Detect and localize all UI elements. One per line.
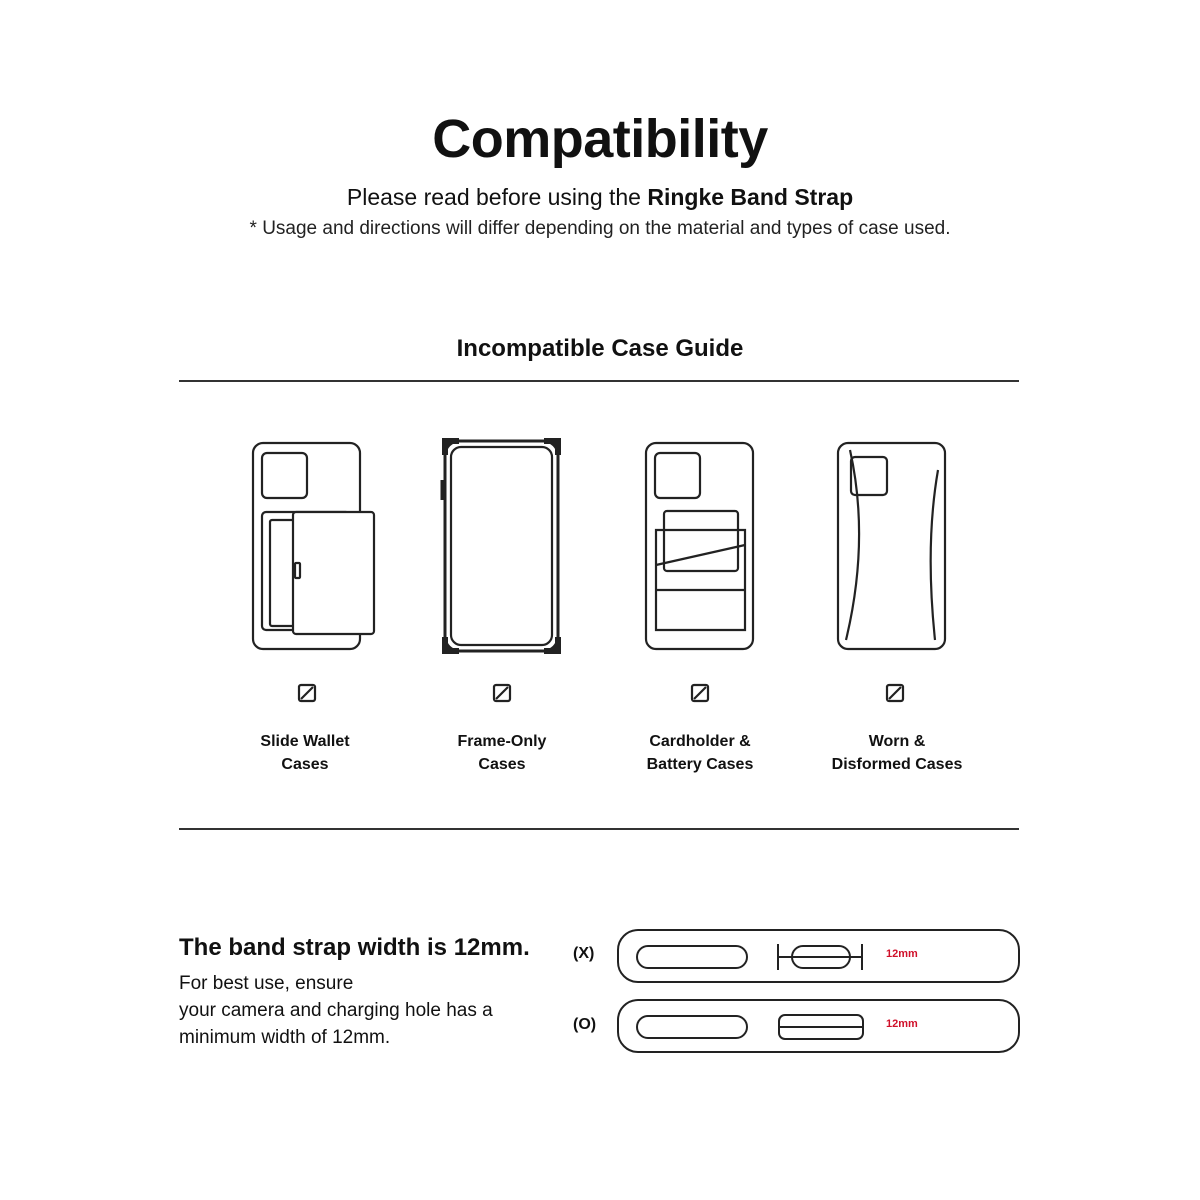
- incorrect-dimension-label: 12mm: [886, 948, 918, 960]
- frame-only-case-icon: [442, 441, 558, 651]
- band-description: For best use, ensure your camera and charging hole has a minimum width of 12mm.: [179, 973, 493, 1048]
- subtitle-product: Ringke Band Strap: [647, 184, 854, 210]
- prohibited-icons: [299, 685, 903, 701]
- case-label-frame-only: Frame-Only Cases: [457, 733, 547, 773]
- correct-mark: (O): [573, 1016, 597, 1033]
- case-label-slide-wallet: Slide Wallet Cases: [260, 733, 350, 773]
- cardholder-case-icon: [646, 443, 753, 649]
- page-title: Compatibility: [432, 109, 768, 169]
- usage-note: * Usage and directions will differ depending on the material and types of case used.: [249, 218, 951, 239]
- incorrect-fit-diagram: [618, 930, 1019, 982]
- slide-wallet-case-icon: [253, 443, 374, 649]
- subtitle-prefix: Please read before using the: [346, 184, 648, 210]
- guide-title: Incompatible Case Guide: [456, 335, 744, 362]
- correct-fit-diagram: [618, 1000, 1019, 1052]
- worn-case-icon: [838, 443, 945, 649]
- page-subtitle: [0, 184, 1200, 211]
- case-label-worn: Worn & Disformed Cases: [831, 733, 963, 773]
- correct-dimension-label: 12mm: [886, 1018, 918, 1030]
- bottom-divider: [179, 828, 1019, 830]
- band-heading: The band strap width is 12mm.: [179, 934, 530, 961]
- incorrect-mark: (X): [573, 945, 595, 962]
- case-label-cardholder: Cardholder & Battery Cases: [646, 733, 754, 773]
- top-divider: [179, 380, 1019, 382]
